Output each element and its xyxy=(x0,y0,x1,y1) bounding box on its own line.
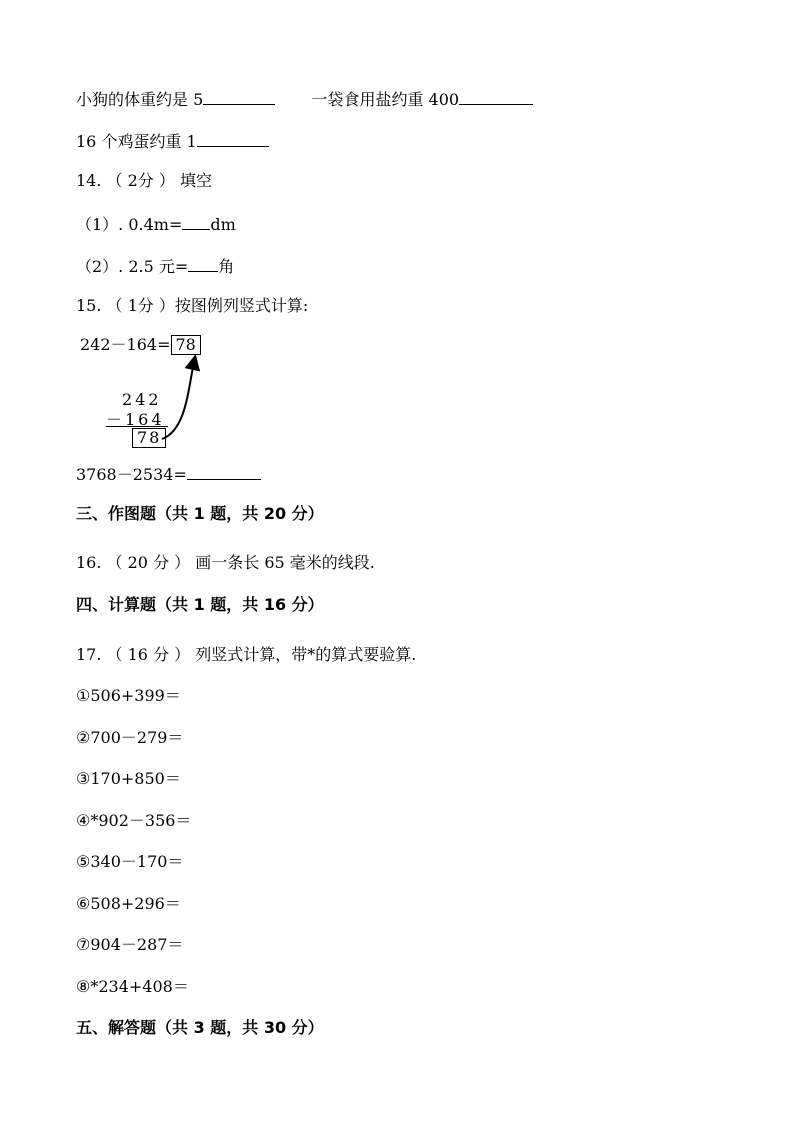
q14-item-2 xyxy=(76,255,234,277)
q14-item-2-unit: 角 xyxy=(218,257,235,276)
q17-item: ④*902－356＝ xyxy=(76,811,192,830)
q17-item: ②700－279＝ xyxy=(76,728,184,747)
dog-weight-text: 小狗的体重约是 5 xyxy=(76,90,204,109)
q17-item: ⑦904－287＝ xyxy=(76,935,184,954)
section-3-title: 三、作图题（共 1 题，共 20 分） xyxy=(76,504,324,523)
q17-item: ⑤340－170＝ xyxy=(76,852,184,871)
vertical-top-number: 242 xyxy=(122,390,162,409)
q14-item-1-unit: dm xyxy=(210,215,236,234)
section-5-title: 五、解答题（共 3 题，共 30 分） xyxy=(76,1018,324,1037)
q15-answer-blank[interactable] xyxy=(187,463,261,480)
q14-item-2-blank[interactable] xyxy=(188,255,218,272)
vertical-subtraction-example xyxy=(76,330,236,450)
q13-row-1 xyxy=(76,88,533,110)
q14-item-2-text: （2）. 2.5 元= xyxy=(76,257,189,276)
example-answer-box: 78 xyxy=(171,335,201,355)
vertical-answer-box: 78 xyxy=(132,428,166,448)
vertical-subtrahend: －164 xyxy=(106,410,165,429)
q17-header: 17. （ 16 分 ） 列竖式计算，带*的算式要验算. xyxy=(76,645,417,664)
q17-item: ①506+399＝ xyxy=(76,686,181,705)
salt-weight-text: 一袋食用盐约重 400 xyxy=(311,90,460,109)
section-4-title: 四、计算题（共 1 题，共 16 分） xyxy=(76,595,324,614)
example-equation-text: 242－164= xyxy=(80,335,171,354)
eggs-weight-text: 16 个鸡蛋约重 1 xyxy=(76,132,197,151)
q14-item-1-blank[interactable] xyxy=(182,213,210,230)
q13-row-2 xyxy=(76,130,269,152)
salt-weight-blank[interactable] xyxy=(459,88,533,105)
q14-item-1-text: （1）. 0.4m= xyxy=(76,215,183,234)
q15-header: 15. （ 1分 ）按图例列竖式计算: xyxy=(76,296,309,315)
q15-problem xyxy=(76,463,261,485)
q17-item: ③170+850＝ xyxy=(76,769,181,788)
dog-weight-blank[interactable] xyxy=(203,88,275,105)
q14-header: 14. （ 2分 ） 填空 xyxy=(76,171,212,190)
eggs-weight-blank[interactable] xyxy=(197,130,269,147)
q14-item-1 xyxy=(76,213,236,235)
q17-item: ⑥508+296＝ xyxy=(76,894,181,913)
q15-problem-text: 3768－2534= xyxy=(76,465,187,484)
q17-item: ⑧*234+408＝ xyxy=(76,977,189,996)
q16-text: 16. （ 20 分 ） 画一条长 65 毫米的线段. xyxy=(76,553,375,572)
arrow-icon xyxy=(76,330,236,450)
